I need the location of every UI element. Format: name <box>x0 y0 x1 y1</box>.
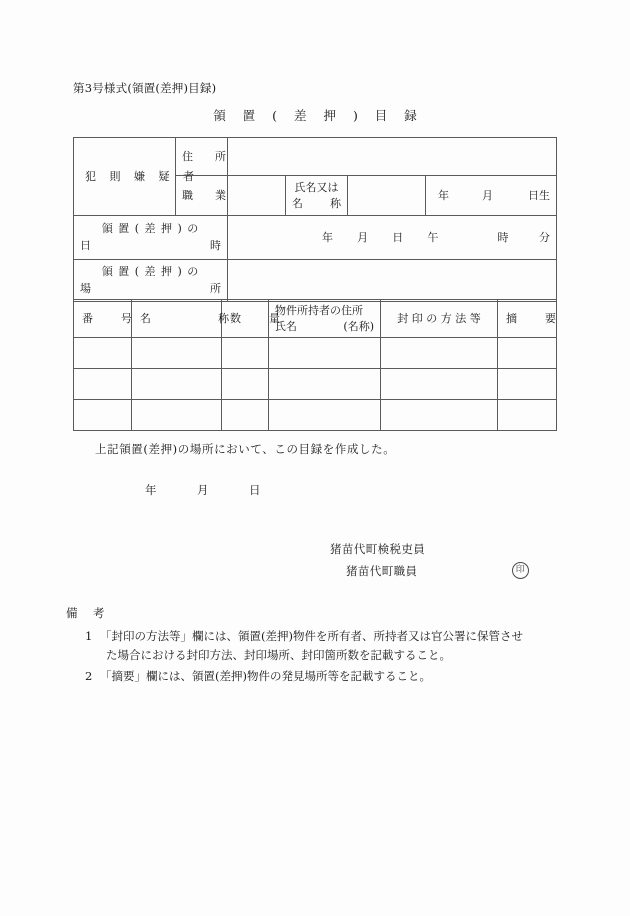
seizure-datetime-row <box>74 216 557 260</box>
occupation-label: 職 業 <box>176 176 228 216</box>
cell-seal-method[interactable] <box>381 338 498 369</box>
seal-stamp-icon: 印 <box>512 562 529 579</box>
seizure-place-row <box>74 260 557 302</box>
note-text-line1: 「封印の方法等」欄には、領置(差押)物件を所有者、所持者又は官公署に保管させ <box>100 629 523 643</box>
address-value-cell[interactable] <box>228 138 557 176</box>
notes-title: 備 考 <box>66 606 107 620</box>
seizure-place-label-line2-a: 場 <box>80 281 91 295</box>
note-number: 2 <box>85 668 93 683</box>
seizure-datetime-label-line2-b: 時 <box>210 238 221 252</box>
cell-quantity[interactable] <box>222 369 269 400</box>
seizure-inventory-table <box>73 137 557 302</box>
seizure-datetime-value-cell[interactable] <box>228 216 557 260</box>
seizure-place-label-line1: 領 置 ( 差 押 ) の <box>101 265 200 278</box>
cell-number[interactable] <box>74 369 132 400</box>
creation-day-label: 日 <box>249 483 261 497</box>
items-header-row <box>74 300 557 338</box>
cell-number[interactable] <box>74 400 132 431</box>
note-text-line2: た場合における封印方法、封印場所、封印箇所数を記載すること。 <box>106 647 451 662</box>
note-text-line1: 「摘要」欄には、領置(差押)物件の発見場所等を記載すること。 <box>100 668 431 683</box>
col-header-number: 番 号 <box>74 300 132 338</box>
note-item <box>66 627 523 665</box>
cell-holder[interactable] <box>269 400 381 431</box>
name-label <box>286 176 348 216</box>
cell-name[interactable] <box>132 338 222 369</box>
cell-name[interactable] <box>132 369 222 400</box>
seized-items-table <box>73 299 557 431</box>
birth-day-label: 日生 <box>528 188 550 202</box>
name-label-line1: 氏名又は <box>294 180 339 194</box>
seizure-place-label <box>74 260 228 302</box>
col-header-holder-line2-a: 氏名 <box>275 319 297 333</box>
cell-remarks[interactable] <box>498 369 557 400</box>
cell-quantity[interactable] <box>222 400 269 431</box>
seizure-datetime-label-line2-a: 日 <box>80 238 91 252</box>
document-title: 領 置 ( 差 押 ) 目 録 <box>213 108 424 123</box>
col-header-holder-line1: 物件所持者の住所 <box>275 304 363 318</box>
datetime-month-label: 月 <box>357 230 369 244</box>
notes-section <box>66 605 523 688</box>
note-line-1 <box>66 667 523 686</box>
col-header-holder <box>269 300 381 338</box>
cell-holder[interactable] <box>269 369 381 400</box>
form-code-label: 第3号様式(領置(差押)目録) <box>73 81 217 95</box>
cell-quantity[interactable] <box>222 338 269 369</box>
signature-staff-row <box>330 560 526 582</box>
cell-remarks[interactable] <box>498 400 557 431</box>
col-header-holder-line2-b: (名称) <box>343 319 374 333</box>
seizure-place-label-line2-b: 所 <box>210 281 221 295</box>
table-row <box>74 400 557 431</box>
col-header-seal-method: 封 印 の 方 法 等 <box>381 300 498 338</box>
creation-year-label: 年 <box>145 483 157 497</box>
statement-text: 上記領置(差押)の場所において、この目録を作成した。 <box>95 442 396 456</box>
seizure-place-value-cell[interactable] <box>228 260 557 302</box>
birthdate-cell[interactable] <box>426 176 557 216</box>
col-header-remarks: 摘 要 <box>498 300 557 338</box>
creation-month-label: 月 <box>197 483 209 497</box>
col-header-name: 名 称 <box>132 300 222 338</box>
suspect-label: 犯 則 嫌 疑 者 <box>74 138 176 216</box>
signature-staff: 猪苗代町職員 <box>346 564 418 578</box>
datetime-day-label: 日 <box>392 230 404 244</box>
name-label-line2-b: 称 <box>330 196 341 210</box>
occupation-value-cell[interactable] <box>228 176 286 216</box>
datetime-ampm-label: 午 <box>427 230 439 244</box>
datetime-minute-label: 分 <box>539 230 551 244</box>
datetime-year-label: 年 <box>322 230 333 244</box>
birth-month-label: 月 <box>482 188 494 202</box>
table-row <box>74 369 557 400</box>
suspect-address-row <box>74 138 557 176</box>
cell-name[interactable] <box>132 400 222 431</box>
note-line-1 <box>66 627 523 646</box>
cell-remarks[interactable] <box>498 338 557 369</box>
datetime-hour-label: 時 <box>497 230 509 244</box>
seizure-datetime-label-line1: 領 置 ( 差 押 ) の <box>101 222 200 235</box>
birth-year-label: 年 <box>438 188 449 202</box>
cell-number[interactable] <box>74 338 132 369</box>
creation-date-line <box>145 482 261 498</box>
cell-seal-method[interactable] <box>381 369 498 400</box>
note-item <box>66 667 523 686</box>
name-label-line2-a: 名 <box>292 196 303 210</box>
cell-holder[interactable] <box>269 338 381 369</box>
seizure-datetime-label <box>74 216 228 260</box>
table-row <box>74 338 557 369</box>
note-number: 1 <box>85 629 93 643</box>
signature-officer: 猪苗代町検税吏員 <box>330 542 426 556</box>
address-label: 住 所 <box>176 138 228 176</box>
signature-block <box>330 538 526 582</box>
name-value-cell[interactable] <box>348 176 426 216</box>
col-header-quantity: 数 量 <box>222 300 269 338</box>
cell-seal-method[interactable] <box>381 400 498 431</box>
